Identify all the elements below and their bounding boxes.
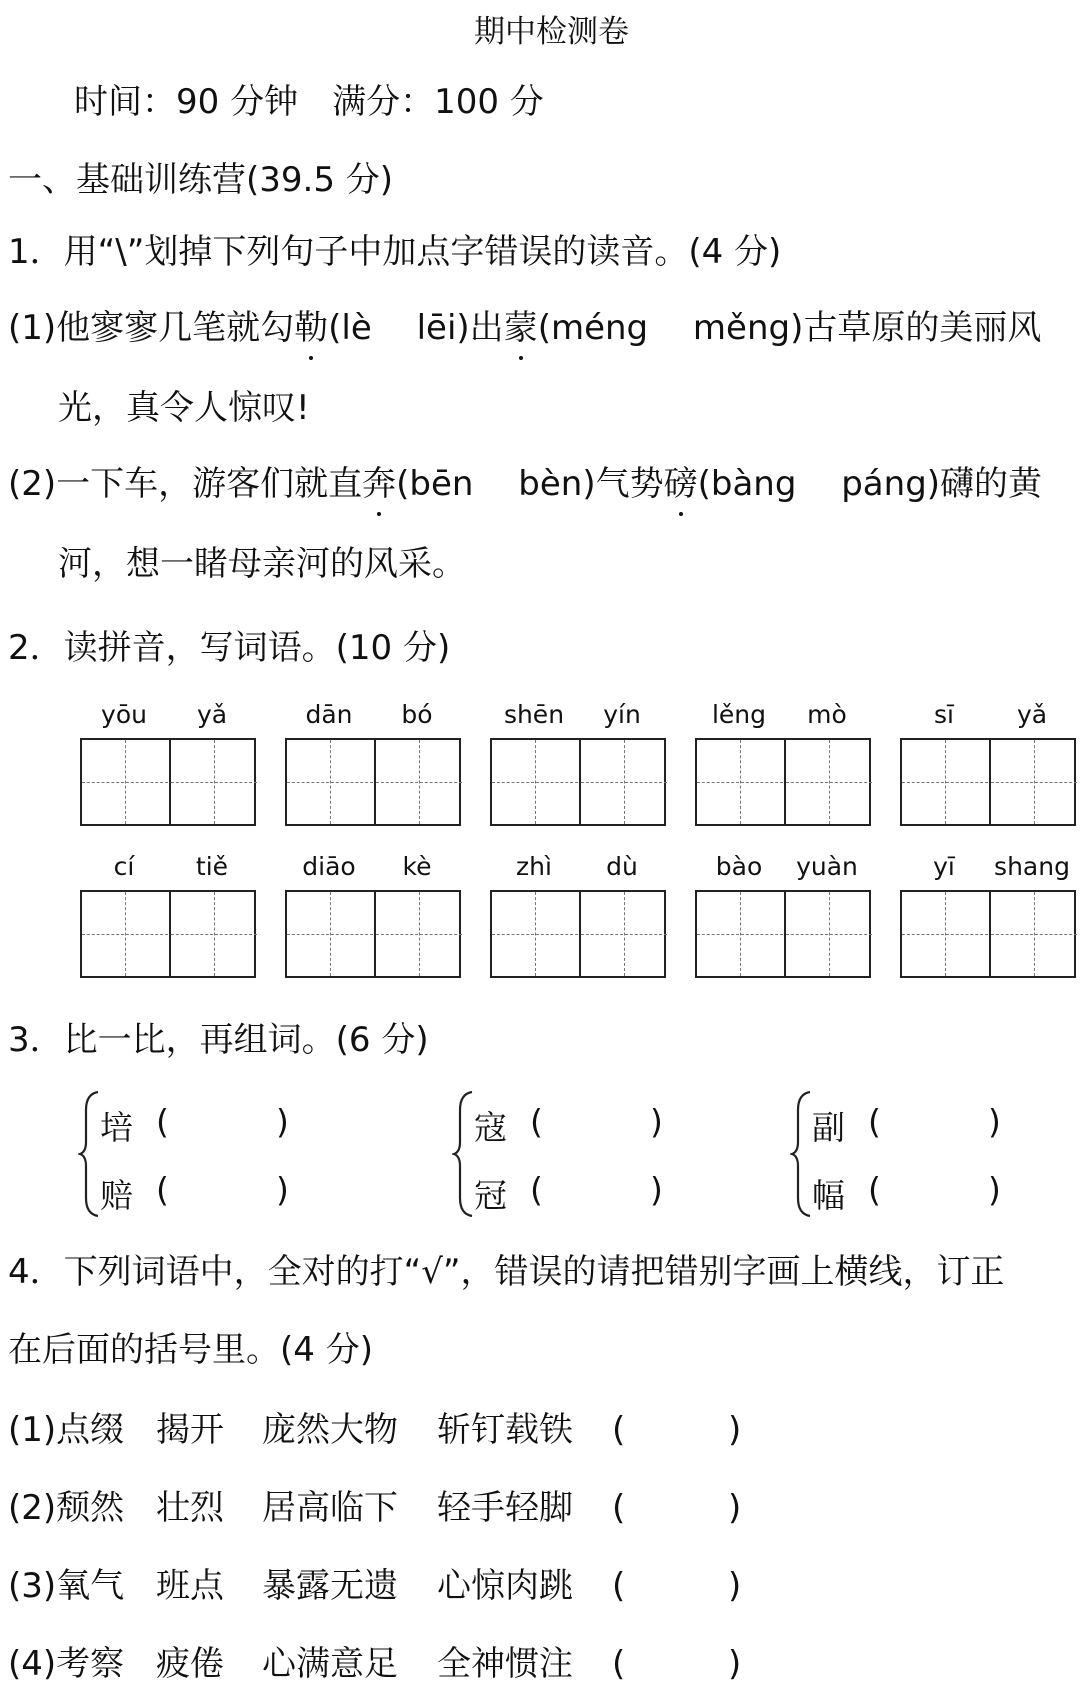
brace-icon xyxy=(452,1090,476,1218)
word-item: 揭开 xyxy=(156,1410,224,1450)
pinyin-label: zhì xyxy=(516,852,552,881)
question-3-heading: 3．比一比，再组词。(6 分) xyxy=(8,1020,429,1060)
word-item: 全神惯注 xyxy=(437,1644,573,1684)
question-1-item-2-cont: 河，想一睹母亲河的风采。 xyxy=(58,544,466,584)
pinyin-label: yín xyxy=(603,700,641,729)
writing-box[interactable] xyxy=(490,738,666,826)
compare-char: 培 xyxy=(100,1108,133,1147)
answer-paren-open[interactable]: ( xyxy=(530,1102,543,1141)
writing-box[interactable] xyxy=(695,738,871,826)
question-4-heading-2: 在后面的括号里。(4 分) xyxy=(8,1330,373,1370)
word-item: 庞然大物 xyxy=(262,1410,398,1450)
writing-cell[interactable] xyxy=(902,892,988,976)
writing-cell[interactable] xyxy=(82,740,168,824)
writing-cell[interactable] xyxy=(579,892,667,976)
pinyin-label: kè xyxy=(402,852,432,881)
brace-icon xyxy=(78,1090,102,1218)
writing-box[interactable] xyxy=(900,890,1076,978)
writing-box[interactable] xyxy=(900,738,1076,826)
writing-cell[interactable] xyxy=(784,892,872,976)
question-1-item-1-cont: 光，真令人惊叹! xyxy=(58,388,310,428)
answer-paren-open[interactable]: ( xyxy=(530,1170,543,1209)
pinyin-label: mò xyxy=(807,700,847,729)
compare-char: 寇 xyxy=(474,1108,507,1147)
pinyin-label: yōu xyxy=(101,700,147,729)
writing-cell[interactable] xyxy=(579,740,667,824)
pinyin-label: yuàn xyxy=(796,852,858,881)
pinyin-label: yǎ xyxy=(1016,700,1048,729)
word-item: (4)考察 xyxy=(8,1644,125,1684)
pinyin-label: bào xyxy=(715,852,763,881)
pinyin-label: yǎ xyxy=(196,700,228,729)
compare-char: 幅 xyxy=(812,1176,845,1215)
word-item: (1)点缀 xyxy=(8,1410,125,1450)
answer-paren-close: ) xyxy=(650,1170,663,1209)
answer-paren-close: ) xyxy=(276,1170,289,1209)
pinyin-label: cí xyxy=(113,852,135,881)
word-item: 疲倦 xyxy=(156,1644,224,1684)
word-item: 壮烈 xyxy=(156,1488,224,1528)
writing-cell[interactable] xyxy=(989,892,1077,976)
word-item: 心惊肉跳 xyxy=(437,1566,573,1606)
answer-paren-close: ) xyxy=(728,1566,742,1606)
pinyin-label: dù xyxy=(606,852,638,881)
answer-paren-open[interactable]: ( xyxy=(156,1102,169,1141)
answer-paren-open[interactable]: ( xyxy=(612,1566,626,1606)
word-item: 心满意足 xyxy=(262,1644,398,1684)
pinyin-label: shēn xyxy=(503,700,565,729)
question-1-heading: 1．用“\”划掉下列句子中加点字错误的读音。(4 分) xyxy=(8,232,782,272)
dotted-char: 奔 xyxy=(362,464,397,504)
writing-cell[interactable] xyxy=(374,740,462,824)
writing-cell[interactable] xyxy=(989,740,1077,824)
answer-paren-open[interactable]: ( xyxy=(612,1410,626,1450)
exam-info: 时间：90 分钟 满分：100 分 xyxy=(74,82,544,122)
answer-paren-open[interactable]: ( xyxy=(612,1488,626,1528)
pinyin-label: lěng xyxy=(711,700,767,729)
dotted-char: 磅 xyxy=(663,464,698,504)
writing-cell[interactable] xyxy=(374,892,462,976)
answer-paren-close: ) xyxy=(988,1170,1001,1209)
answer-paren-open[interactable]: ( xyxy=(868,1102,881,1141)
section-heading: 一、基础训练营(39.5 分) xyxy=(8,160,394,200)
writing-cell[interactable] xyxy=(82,892,168,976)
pinyin-label: tiě xyxy=(195,852,229,881)
question-1-item-2: (2)一下车，游客们就直奔(bēn bèn)气势磅(bàng páng)礴的黄 xyxy=(8,464,1043,504)
word-item: 轻手轻脚 xyxy=(437,1488,573,1528)
writing-cell[interactable] xyxy=(169,740,257,824)
writing-cell[interactable] xyxy=(287,892,373,976)
writing-box[interactable] xyxy=(80,738,256,826)
answer-paren-open[interactable]: ( xyxy=(612,1644,626,1684)
word-item: 暴露无遗 xyxy=(262,1566,398,1606)
answer-paren-open[interactable]: ( xyxy=(868,1170,881,1209)
word-item: 斩钉载铁 xyxy=(437,1410,573,1450)
question-1-item-1: (1)他寥寥几笔就勾勒(lè lēi)出蒙(méng měng)古草原的美丽风 xyxy=(8,308,1042,348)
writing-cell[interactable] xyxy=(492,740,578,824)
answer-paren-close: ) xyxy=(650,1102,663,1141)
answer-paren-close: ) xyxy=(988,1102,1001,1141)
writing-cell[interactable] xyxy=(169,892,257,976)
answer-paren-close: ) xyxy=(728,1644,742,1684)
writing-cell[interactable] xyxy=(697,740,783,824)
question-4-heading-1: 4．下列词语中，全对的打“√”，错误的请把错别字画上横线，订正 xyxy=(8,1252,1005,1292)
writing-cell[interactable] xyxy=(697,892,783,976)
writing-cell[interactable] xyxy=(287,740,373,824)
pinyin-label: yī xyxy=(933,852,955,881)
compare-char: 赔 xyxy=(100,1176,133,1215)
pinyin-label: bó xyxy=(401,700,433,729)
dotted-char: 蒙 xyxy=(503,308,538,348)
writing-box[interactable] xyxy=(695,890,871,978)
writing-box[interactable] xyxy=(285,738,461,826)
compare-char: 副 xyxy=(812,1108,845,1147)
question-2-heading: 2．读拼音，写词语。(10 分) xyxy=(8,628,451,668)
writing-box[interactable] xyxy=(285,890,461,978)
answer-paren-open[interactable]: ( xyxy=(156,1170,169,1209)
word-item: (2)颓然 xyxy=(8,1488,125,1528)
writing-box[interactable] xyxy=(490,890,666,978)
word-item: (3)氧气 xyxy=(8,1566,125,1606)
writing-box[interactable] xyxy=(80,890,256,978)
word-item: 班点 xyxy=(156,1566,224,1606)
writing-cell[interactable] xyxy=(784,740,872,824)
answer-paren-close: ) xyxy=(276,1102,289,1141)
answer-paren-close: ) xyxy=(728,1488,742,1528)
writing-cell[interactable] xyxy=(492,892,578,976)
dotted-char: 勒 xyxy=(294,308,329,348)
pinyin-label: sī xyxy=(934,700,954,729)
word-item: 居高临下 xyxy=(262,1488,398,1528)
writing-cell[interactable] xyxy=(902,740,988,824)
pinyin-label: diāo xyxy=(302,852,356,881)
pinyin-label: shang xyxy=(994,852,1070,881)
pinyin-label: dān xyxy=(305,700,353,729)
compare-char: 冠 xyxy=(474,1176,507,1215)
page-title: 期中检测卷 xyxy=(474,14,629,50)
answer-paren-close: ) xyxy=(728,1410,742,1450)
brace-icon xyxy=(790,1090,814,1218)
